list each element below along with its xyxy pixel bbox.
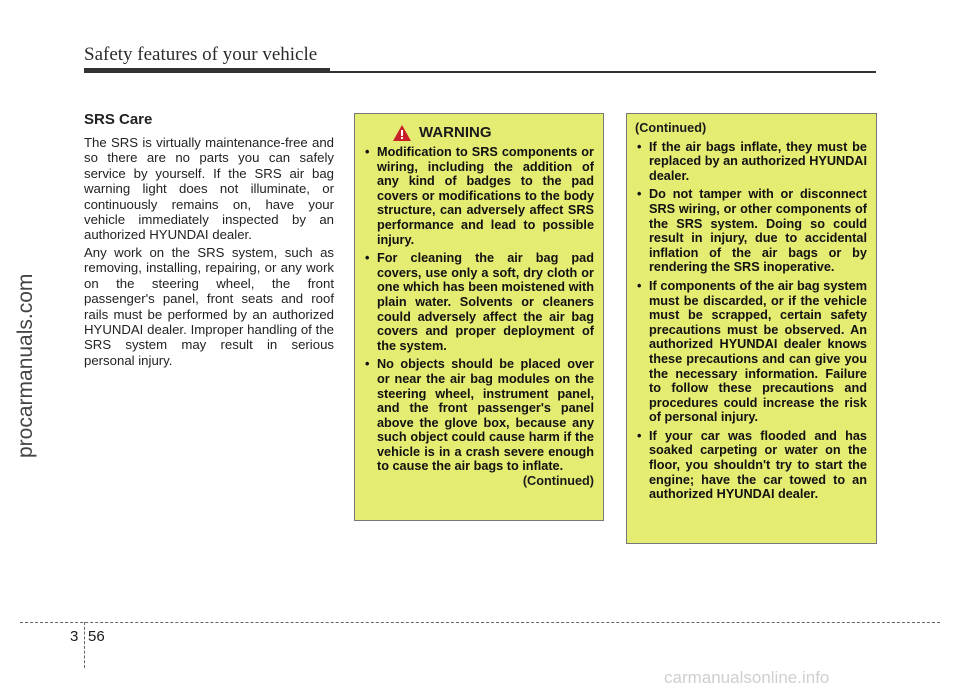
- warning-triangle-icon: [393, 125, 411, 141]
- warning-continued-box: [626, 113, 877, 544]
- continued-label-top: (Continued): [635, 121, 707, 135]
- warning-item: • Do not tamper with or disconnect SRS wiring, or other components of the SRS system. Doing so could result in injury, due to accidental inflation of the air bags or by rendering the SRS inoperative.: [635, 187, 867, 275]
- footer-divider: [84, 622, 85, 668]
- header-rule-thin: [84, 71, 876, 73]
- continued-label: (Continued): [522, 474, 594, 489]
- warning-item: • For cleaning the air bag pad covers, use only a soft, dry cloth or one which has been moistened with plain water. Solvents or cleaners could adversely affect the air bag covers and proper deployment of the system.: [363, 251, 594, 353]
- warning-list: [363, 145, 594, 474]
- footer-rule: [20, 622, 940, 623]
- srs-care-paragraph-2: Any work on the SRS system, such as removing, installing, repairing, or any work on the steering wheel, the front passenger's panel, front seats and roof rails must be performed by an authorized HYUNDAI dealer. Improper handling of the SRS system may result in serious personal injury.: [84, 245, 334, 368]
- warning-continued-list: [635, 140, 867, 502]
- warning-title: WARNING: [419, 124, 492, 141]
- side-watermark-text: procarmanuals.com: [14, 273, 37, 458]
- page-header-title: Safety features of your vehicle: [84, 44, 318, 65]
- chapter-number: 3: [70, 628, 79, 645]
- warning-item: • Modification to SRS components or wiring, including the addition of any kind of badges to the pad covers or modifications to the body structure, can adversely affect SRS performance and lead to possible injury.: [363, 145, 594, 247]
- side-watermark: [2, 250, 42, 460]
- warning-header: [393, 124, 594, 141]
- warning-item: • No objects should be placed over or near the air bag modules on the steering wheel, instrument panel, and the front passenger's panel above the glove box, because any such object could cause harm if the vehicle is in a crash severe enough to cause the air bags to inflate.: [363, 357, 594, 474]
- page-number: 56: [88, 628, 105, 645]
- warning-item: • If your car was flooded and has soaked carpeting or water on the floor, you shouldn't try to start the engine; have the car towed to an authorized HYUNDAI dealer.: [635, 429, 867, 502]
- srs-care-heading: SRS Care: [84, 111, 153, 128]
- warning-box: [354, 113, 604, 521]
- warning-item: • If the air bags inflate, they must be replaced by an authorized HYUNDAI dealer.: [635, 140, 867, 184]
- srs-care-paragraph-1: The SRS is virtually maintenance-free and so there are no parts you can safely service by yourself. If the SRS air bag warning light does not illuminate, or continuously remains on, have your vehicle immediately inspected by an authorized HYUNDAI dealer.: [84, 135, 334, 243]
- warning-item: • If components of the air bag system must be discarded, or if the vehicle must be scrapped, certain safety precautions must be observed. An authorized HYUNDAI dealer knows these precautions and can give you the necessary information. Failure to follow these precautions and procedures could increase the risk of personal injury.: [635, 279, 867, 425]
- bottom-watermark: carmanualsonline.info: [664, 668, 830, 687]
